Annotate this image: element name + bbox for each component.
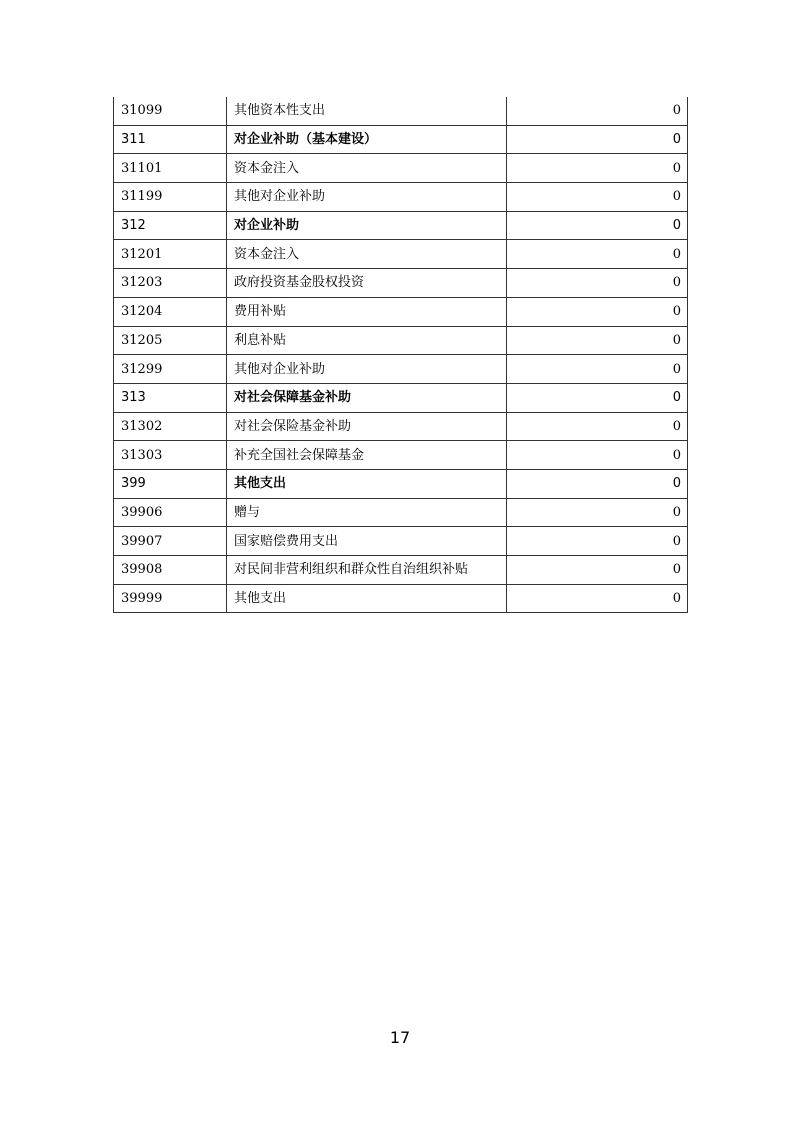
account-name-cell: 赠与: [227, 498, 507, 527]
account-name-cell: 费用补贴: [227, 297, 507, 326]
table-row: [114, 183, 688, 212]
budget-table: [113, 97, 688, 613]
account-name-cell: 其他对企业补助: [227, 183, 507, 212]
table-row-category: [114, 383, 688, 412]
account-code-cell: 311: [114, 125, 227, 154]
amount-cell: 0: [507, 154, 688, 183]
table-row: [114, 269, 688, 298]
table-row: [114, 326, 688, 355]
table-row-category: [114, 125, 688, 154]
table-row: [114, 240, 688, 269]
account-code-cell: 31101: [114, 154, 227, 183]
account-name-cell: 补充全国社会保障基金: [227, 441, 507, 470]
table-row: [114, 556, 688, 585]
amount-cell: 0: [507, 326, 688, 355]
account-code-cell: 31205: [114, 326, 227, 355]
amount-cell: 0: [507, 97, 688, 125]
amount-cell: 0: [507, 211, 688, 240]
amount-cell: 0: [507, 269, 688, 298]
account-code-cell: 399: [114, 469, 227, 498]
account-name-cell: 利息补贴: [227, 326, 507, 355]
table-row: [114, 441, 688, 470]
page-number: 17: [389, 1028, 411, 1047]
account-name-cell: 其他资本性支出: [227, 97, 507, 125]
table-row: [114, 97, 688, 125]
table-row: [114, 498, 688, 527]
table-row: [114, 355, 688, 384]
account-code-cell: 31302: [114, 412, 227, 441]
account-name-cell: 对社会保障基金补助: [227, 383, 507, 412]
account-code-cell: 31203: [114, 269, 227, 298]
amount-cell: 0: [507, 383, 688, 412]
account-code-cell: 31201: [114, 240, 227, 269]
account-code-cell: 31299: [114, 355, 227, 384]
account-code-cell: 31204: [114, 297, 227, 326]
account-code-cell: 313: [114, 383, 227, 412]
amount-cell: 0: [507, 412, 688, 441]
account-name-cell: 资本金注入: [227, 154, 507, 183]
amount-cell: 0: [507, 556, 688, 585]
account-name-cell: 对企业补助（基本建设）: [227, 125, 507, 154]
table-row: [114, 297, 688, 326]
amount-cell: 0: [507, 441, 688, 470]
account-code-cell: 39906: [114, 498, 227, 527]
amount-cell: 0: [507, 498, 688, 527]
account-name-cell: 对民间非营利组织和群众性自治组织补贴: [227, 556, 507, 585]
amount-cell: 0: [507, 469, 688, 498]
account-name-cell: 其他支出: [227, 584, 507, 613]
account-code-cell: 31303: [114, 441, 227, 470]
account-code-cell: 39908: [114, 556, 227, 585]
amount-cell: 0: [507, 183, 688, 212]
amount-cell: 0: [507, 527, 688, 556]
account-code-cell: 39907: [114, 527, 227, 556]
account-code-cell: 31099: [114, 97, 227, 125]
account-name-cell: 其他支出: [227, 469, 507, 498]
amount-cell: 0: [507, 584, 688, 613]
table-row-category: [114, 211, 688, 240]
account-code-cell: 31199: [114, 183, 227, 212]
table-body: [114, 97, 688, 613]
table-row: [114, 527, 688, 556]
table-row: [114, 584, 688, 613]
account-name-cell: 对社会保险基金补助: [227, 412, 507, 441]
account-code-cell: 312: [114, 211, 227, 240]
account-name-cell: 资本金注入: [227, 240, 507, 269]
account-name-cell: 其他对企业补助: [227, 355, 507, 384]
table-row: [114, 154, 688, 183]
amount-cell: 0: [507, 297, 688, 326]
account-code-cell: 39999: [114, 584, 227, 613]
amount-cell: 0: [507, 125, 688, 154]
table-row: [114, 412, 688, 441]
table-row-category: [114, 469, 688, 498]
account-name-cell: 政府投资基金股权投资: [227, 269, 507, 298]
amount-cell: 0: [507, 355, 688, 384]
account-name-cell: 国家赔偿费用支出: [227, 527, 507, 556]
account-name-cell: 对企业补助: [227, 211, 507, 240]
amount-cell: 0: [507, 240, 688, 269]
